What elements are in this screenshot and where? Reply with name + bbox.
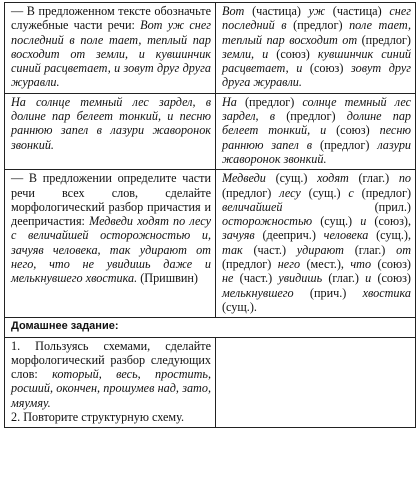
answer-word: и bbox=[262, 46, 277, 61]
answer-word: и bbox=[365, 271, 378, 286]
answer-word: долине пар белеет тонкий, bbox=[222, 109, 412, 138]
homework-cell bbox=[5, 337, 216, 428]
answer-word: солнце темный лес зардел, bbox=[222, 94, 411, 124]
task-text: На солнце темный лес зардел, в долине пар белеет тонкий, и песню раннюю запел в лазури жаворонок звонкий. bbox=[11, 94, 211, 152]
answer-tag: (союз), bbox=[374, 214, 412, 229]
homework-item-2: 2. Повторите структурную схему. bbox=[11, 410, 185, 425]
answer-tag: (глаг.) bbox=[328, 271, 366, 286]
answer-word: лесу bbox=[279, 185, 309, 200]
answer-tag: (сущ.) bbox=[275, 171, 318, 186]
homework-heading-row bbox=[5, 318, 416, 337]
task-text: Вот уж снег последний в поле тает, теплый пар восходит от земли, и кувшинчик синий расцветает, и зовут друг друга журавли. bbox=[11, 18, 211, 90]
answer-tag: (союз) bbox=[276, 46, 318, 61]
answer-tag: (предлог) bbox=[320, 137, 378, 152]
answer-word: поле тает, теплый пар восходит bbox=[222, 18, 411, 47]
answer-tag: (предлог) bbox=[286, 109, 347, 124]
answer-tag: (частица) bbox=[252, 4, 309, 18]
homework-item-1-words: который, весь, простить, росший, окончен, прошумев над, зато, мяумяу. bbox=[11, 367, 211, 410]
answer-tag: (частица) bbox=[332, 4, 390, 18]
answer-word: от bbox=[396, 242, 411, 257]
homework-heading: Домашнее задание: bbox=[5, 318, 416, 337]
answer-word: зачуяв bbox=[222, 228, 263, 243]
answer-word: удирают bbox=[296, 242, 355, 257]
answer-tag: (предлог) bbox=[244, 94, 303, 109]
answer-cell-3 bbox=[216, 170, 416, 318]
answer-tag: (част.) bbox=[253, 242, 297, 257]
answer-tag: (предлог) bbox=[361, 32, 411, 47]
answer-word: что bbox=[350, 257, 378, 272]
table-row bbox=[5, 3, 416, 94]
answer-tag: (союз) bbox=[309, 61, 351, 76]
answer-word: величайшей bbox=[222, 199, 375, 214]
answer-word: зовут друг друга журавли. bbox=[222, 61, 412, 90]
answer-word: в bbox=[306, 137, 321, 152]
task-intro: — В предложенном тексте обозначьте служебные части речи: bbox=[11, 4, 211, 33]
answer-word: в bbox=[269, 109, 287, 124]
task-author: (Пришвин) bbox=[137, 271, 198, 286]
homework-item-1-intro: 1. Пользуясь схемами, сделайте морфологический разбор следующих слов: bbox=[11, 338, 211, 382]
table-row bbox=[5, 170, 416, 318]
answer-tag: (сущ.) bbox=[320, 214, 361, 229]
answer-tag: (союз) bbox=[377, 271, 411, 286]
answer-tag: (союз) bbox=[336, 123, 380, 138]
answer-tag: (предлог) bbox=[222, 257, 278, 272]
task-cell-2 bbox=[5, 93, 216, 169]
answer-tag: (сущ.). bbox=[222, 299, 257, 314]
answer-tag: (мест.), bbox=[306, 257, 351, 272]
task-intro: — В предложении определите части речи всех слов, сделайте морфологический разбор причастия и деепричастия: bbox=[11, 171, 211, 229]
answer-word: по bbox=[398, 171, 411, 186]
answer-word: Медведи bbox=[222, 171, 276, 186]
answer-word: так bbox=[222, 242, 254, 257]
answer-word: него bbox=[277, 257, 307, 272]
answer-tag: (сущ.), bbox=[376, 228, 412, 243]
answer-word: уж bbox=[308, 4, 333, 18]
answer-tag: (предлог) bbox=[361, 185, 411, 200]
answer-tag: (прич.) bbox=[309, 285, 363, 300]
answer-word: человека bbox=[323, 228, 377, 243]
answer-word: лазури жаворонок звонкий. bbox=[222, 137, 412, 166]
answer-word: осторожностью bbox=[222, 214, 321, 229]
answer-word: песню раннюю запел bbox=[222, 123, 411, 152]
answer-word: с bbox=[348, 185, 362, 200]
answer-tag: (предлог) bbox=[222, 185, 280, 200]
answer-tag: (глаг.) bbox=[354, 242, 397, 257]
answer-tag: (дееприч.) bbox=[262, 228, 324, 243]
answer-word: в bbox=[281, 18, 294, 33]
answer-word: Вот bbox=[222, 4, 253, 18]
task-cell-3 bbox=[5, 170, 216, 318]
homework-item-1 bbox=[11, 339, 211, 410]
answer-word: земли, bbox=[222, 46, 263, 61]
answer-cell-2 bbox=[216, 93, 416, 169]
answer-cell-1 bbox=[216, 3, 416, 94]
answer-tag: (част.) bbox=[239, 271, 279, 286]
answer-word: На bbox=[222, 94, 245, 109]
answer-word: кувшинчик синий расцветает, bbox=[222, 46, 412, 76]
answer-word: не bbox=[222, 271, 240, 286]
answer-tag: (глаг.) bbox=[358, 171, 399, 186]
answer-word: и bbox=[320, 123, 337, 138]
answer-word: от bbox=[342, 32, 362, 47]
task-cell-1 bbox=[5, 3, 216, 94]
task-text: Медведи ходят по лесу с величайшей осторожностью и, зачуяв человека, так удирают от него, что не увидишь даже и мелькнувшего хвостика. bbox=[11, 214, 211, 286]
answer-word: и bbox=[360, 214, 375, 229]
answer-word: мелькнувшего bbox=[222, 285, 310, 300]
answer-tag: (союз) bbox=[377, 257, 411, 272]
answer-tag: (сущ.) bbox=[308, 185, 349, 200]
homework-empty-cell bbox=[216, 337, 416, 428]
answer-tag: (прил.) bbox=[374, 199, 411, 214]
answer-word: снег последний bbox=[222, 4, 411, 33]
answer-word: и bbox=[296, 61, 310, 76]
answer-word: хвостика bbox=[362, 285, 411, 300]
homework-row bbox=[5, 337, 416, 428]
answer-tag: (предлог) bbox=[293, 18, 350, 33]
answer-word: увидишь bbox=[278, 271, 329, 286]
answer-word: ходят bbox=[317, 171, 359, 186]
table-row bbox=[5, 93, 416, 169]
lesson-table bbox=[4, 2, 416, 428]
